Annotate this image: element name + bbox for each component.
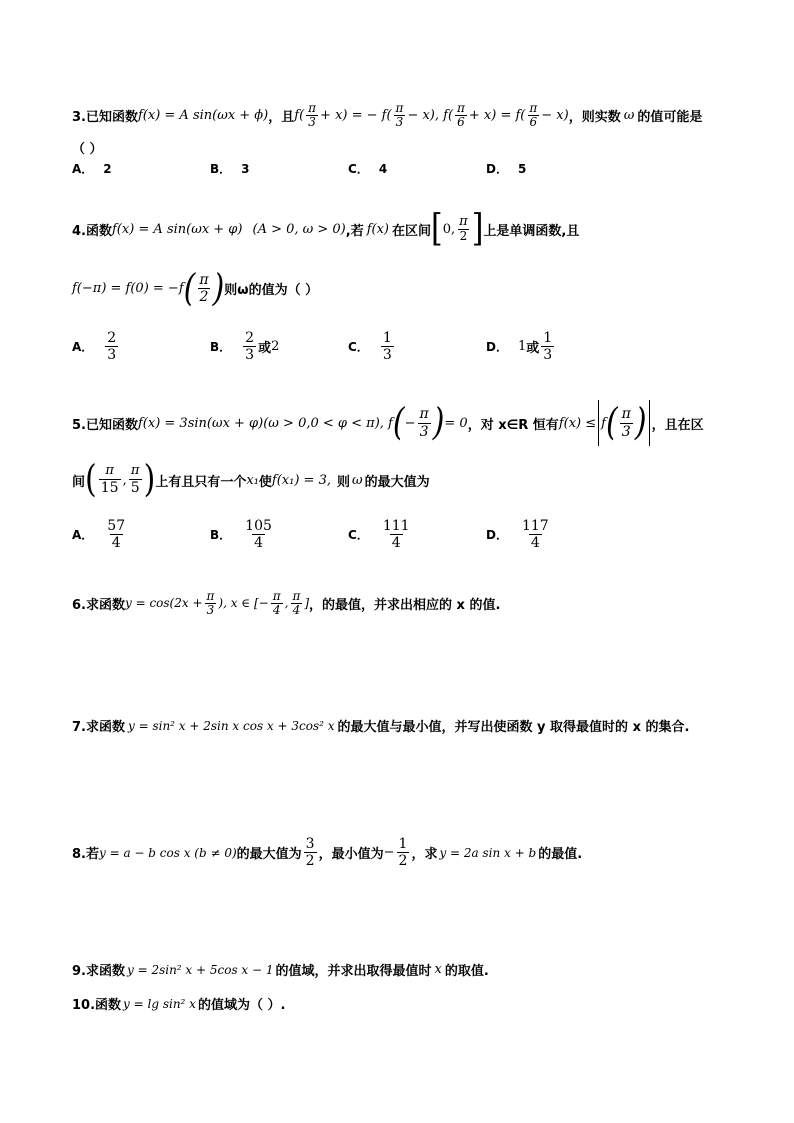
option-label: A． bbox=[72, 528, 94, 543]
option-label: A． bbox=[72, 162, 94, 176]
q4-line2 bbox=[72, 266, 319, 310]
q4-mid: ,若 bbox=[345, 223, 364, 239]
option-value: $\frac{117}{4}$ bbox=[521, 518, 549, 552]
q3-line1 bbox=[72, 102, 702, 128]
q8-suffix: 的最值. bbox=[538, 847, 583, 863]
option-value: $\frac{105}{4}$ bbox=[245, 518, 272, 552]
q3-prefix: 3.已知函数 bbox=[72, 109, 138, 125]
q10-line bbox=[72, 994, 285, 1013]
q5-omega: ω bbox=[352, 472, 363, 488]
q3-func: f(x) = A sin(ωx + ϕ) bbox=[137, 107, 269, 123]
option-label: D． bbox=[486, 340, 508, 355]
q4-suffix: 上是单调函数,且 bbox=[483, 223, 580, 239]
option-value: 5 bbox=[517, 161, 527, 176]
q5-suffix: ，且在区 bbox=[651, 417, 704, 433]
q5-prefix: 5.已知函数 bbox=[72, 417, 138, 433]
q3-suffix: ，则实数 bbox=[568, 109, 621, 125]
q3-mid1: ，且 bbox=[268, 109, 295, 125]
q6-suffix: ，的最值，并求出相应的 x 的值. bbox=[309, 597, 501, 613]
q4-prefix: 4.函数 bbox=[72, 223, 112, 239]
option-value: $\frac{2}{3}$ bbox=[245, 330, 255, 364]
option-value: 4 bbox=[378, 161, 388, 176]
q5-line2-mid: 上有且只有一个 bbox=[155, 474, 247, 490]
q5-line2-mid2: 使 bbox=[258, 474, 272, 490]
q5-x1: x₁ bbox=[246, 472, 259, 488]
option-value: 2 bbox=[103, 161, 112, 176]
option-label: B． bbox=[210, 528, 232, 543]
q10-prefix: 10.函数 bbox=[72, 998, 122, 1013]
q9-line bbox=[72, 960, 489, 979]
q4-option-c[interactable] bbox=[348, 330, 396, 363]
q8-expr: y = a − b cos x (b ≠ 0) bbox=[98, 845, 237, 860]
option-value: $\frac{111}{4}$ bbox=[382, 518, 410, 552]
q5-option-a[interactable] bbox=[72, 518, 129, 551]
q3-ask: 的值可能是 bbox=[637, 109, 703, 125]
q6-expr: y = cos(2x + $\frac{\pi}{3}$ ), x ∈ [− $\frac{\pi}{4}$ , $\frac{\pi}{4}$ ] bbox=[124, 589, 310, 617]
q5-line2 bbox=[72, 457, 430, 502]
option-label: A． bbox=[72, 340, 94, 355]
option-value: $\frac{2}{3}$ bbox=[107, 330, 117, 364]
q5-func: f(x) = 3sin(ωx + φ)(ω > 0,0 < φ < π), f ( − $\frac{\pi}{3}$ ) = 0 bbox=[137, 400, 468, 445]
q5-line2-prefix: 间 bbox=[72, 474, 86, 490]
q3-omega: ω bbox=[623, 107, 635, 123]
q4-func: f(x) = A sin(ωx + φ) bbox=[111, 221, 243, 237]
q7-expr: y = sin² x + 2sin x cos x + 3cos² x bbox=[127, 718, 335, 733]
option-value: $\frac{57}{4}$ bbox=[107, 518, 126, 552]
q9-expr: y = 2sin² x + 5cos x − 1 bbox=[126, 962, 274, 977]
q5-interval: ( $\frac{\pi}{15}$ , $\frac{\pi}{5}$ ) bbox=[85, 457, 156, 502]
q7-prefix: 7.求函数 bbox=[72, 720, 125, 735]
q4-equation: f(−π) = f(0) = −f ( $\frac{\pi}{2}$ ) bbox=[72, 266, 225, 310]
q6-prefix: 6.求函数 bbox=[72, 597, 125, 613]
q4-ask: 则ω的值为（ ） bbox=[224, 283, 319, 299]
q5-ask: 的最大值为 bbox=[364, 474, 430, 490]
option-label: B． bbox=[210, 162, 232, 176]
q3-paren: （ ） bbox=[72, 142, 103, 157]
q5-ineq: f(x) ≤ f ( $\frac{\pi}{3}$ ) bbox=[559, 400, 652, 446]
option-value: 3 bbox=[241, 161, 250, 176]
q8-min: − $\frac{1}{2}$ bbox=[383, 836, 408, 870]
option-label: C． bbox=[348, 528, 369, 543]
q5-mid: ，对 x∈R 恒有 bbox=[467, 417, 559, 433]
q3-paren-line bbox=[72, 138, 103, 157]
q5-line2-suffix: 则 bbox=[336, 474, 350, 490]
q10-suffix: 的值域为（ ）. bbox=[197, 998, 286, 1013]
q3-cond: f( $\frac{\pi}{3}$ + x) = − f( $\frac{\pi}{3}$ − x), f( $\frac{\pi}{6}$ + x) = f( $\frac{\pi}{6}$ − x) bbox=[294, 101, 569, 129]
option-value: $\frac{1}{3}$ bbox=[382, 330, 392, 364]
q4-cond: (A > 0, ω > 0) bbox=[252, 221, 346, 237]
q10-expr: y = lg sin² x bbox=[123, 996, 196, 1011]
q3-option-b[interactable] bbox=[210, 160, 250, 177]
q8-mid2: ，最小值为 bbox=[318, 847, 384, 863]
q5-option-d[interactable] bbox=[486, 518, 553, 551]
q4-option-d[interactable]: D． 1 或 $\frac{1}{3}$ bbox=[486, 330, 553, 364]
q4-interval: [ 0, $\frac{\pi}{2}$ ] bbox=[431, 206, 484, 251]
q5-option-c[interactable] bbox=[348, 518, 414, 551]
q8-max: $\frac{3}{2}$ bbox=[305, 836, 315, 870]
q9-prefix: 9.求函数 bbox=[72, 964, 125, 979]
q9-suffix2: 的取值. bbox=[444, 964, 489, 979]
q7-suffix: 的最大值与最小值，并写出使函数 y 取得最值时的 x 的集合. bbox=[337, 720, 690, 735]
option-label: D． bbox=[486, 162, 508, 176]
option-label: C． bbox=[348, 340, 369, 355]
q3-option-c[interactable] bbox=[348, 160, 387, 177]
q5-option-b[interactable] bbox=[210, 518, 276, 551]
q4-option-b[interactable]: B． $\frac{2}{3}$ 或 2 bbox=[210, 330, 280, 364]
q8-prefix: 8.若 bbox=[72, 847, 99, 863]
option-label: D． bbox=[486, 528, 508, 543]
q3-option-a[interactable] bbox=[72, 160, 112, 177]
q6-line bbox=[72, 590, 500, 616]
option-label: B． bbox=[210, 340, 232, 355]
q4-fx: f(x) bbox=[366, 221, 390, 237]
q4-in-interval: 在区间 bbox=[392, 223, 432, 239]
q9-x: x bbox=[434, 962, 442, 977]
q5-line1 bbox=[72, 400, 704, 446]
q8-mid3: ，求 bbox=[411, 847, 438, 863]
q8-line bbox=[72, 836, 582, 869]
q9-suffix: 的值域，并求出取得最值时 bbox=[275, 964, 432, 979]
option-label: C． bbox=[348, 162, 369, 176]
option-value: $\frac{1}{3}$ bbox=[543, 330, 553, 364]
q8-mid1: 的最大值为 bbox=[236, 847, 302, 863]
q8-expr2: y = 2a sin x + b bbox=[439, 845, 537, 860]
q4-line1 bbox=[72, 206, 580, 251]
q5-fx1: f(x₁) = 3, bbox=[271, 472, 331, 488]
q4-option-a[interactable] bbox=[72, 330, 120, 363]
q7-line bbox=[72, 716, 689, 735]
q3-option-d[interactable] bbox=[486, 160, 526, 177]
